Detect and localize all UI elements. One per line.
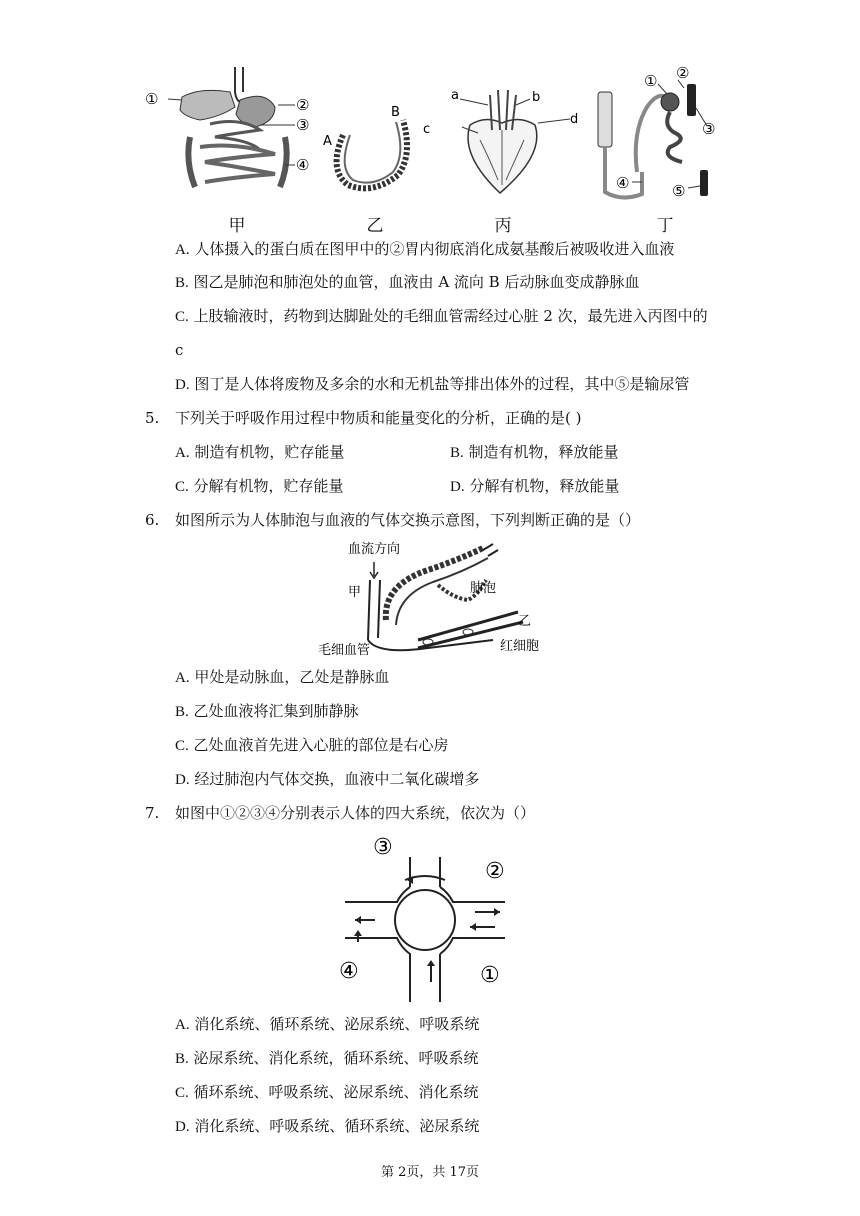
- q4-option-c-continuation: c: [175, 341, 184, 359]
- body-systems-diagram: [335, 832, 515, 1007]
- label-alveolus: 肺泡: [470, 581, 497, 596]
- q5-stem: 下列关于呼吸作用过程中物质和能量变化的分析，正确的是( ): [175, 409, 582, 427]
- q5-number: 5.: [145, 409, 160, 427]
- ding-mark-2: ②: [676, 64, 690, 82]
- q5-option-a[interactable]: A. 制造有机物，贮存能量: [175, 443, 345, 461]
- yi-mark-b: B: [391, 105, 400, 120]
- bing-mark-d: d: [570, 112, 579, 127]
- bing-mark-c: c: [423, 122, 431, 137]
- nephron-figure: [592, 62, 727, 202]
- q7-option-b[interactable]: B. 泌尿系统、消化系统，循环系统、呼吸系统: [175, 1049, 479, 1067]
- system-mark-2: ②: [485, 859, 505, 884]
- q4-option-d[interactable]: D. 图丁是人体将废物及多余的水和无机盐等排出体外的过程，其中⑤是输尿管: [175, 375, 690, 393]
- ding-mark-3: ③: [702, 120, 716, 138]
- q6-option-d[interactable]: D. 经过肺泡内气体交换，血液中二氧化碳增多: [175, 770, 480, 788]
- jia-mark-3: ③: [296, 116, 310, 134]
- label-flow-direction: 血流方向: [348, 542, 401, 557]
- ding-mark-4: ④: [616, 174, 630, 192]
- ding-mark-1: ①: [644, 72, 658, 90]
- q5-option-b[interactable]: B. 制造有机物，释放能量: [450, 443, 619, 461]
- jia-mark-1: ①: [145, 90, 159, 108]
- q6-option-a[interactable]: A. 甲处是动脉血，乙处是静脉血: [175, 668, 390, 686]
- page-footer: 第 2页，共 17页: [380, 1165, 480, 1180]
- q7-option-c[interactable]: C. 循环系统、呼吸系统、泌尿系统、消化系统: [175, 1083, 479, 1101]
- q5-option-d[interactable]: D. 分解有机物，释放能量: [450, 477, 620, 495]
- yi-mark-a: A: [323, 134, 332, 149]
- figure-label-bing: 丙: [494, 216, 512, 236]
- jia-mark-2: ②: [296, 96, 310, 114]
- q5-option-c[interactable]: C. 分解有机物，贮存能量: [175, 477, 344, 495]
- system-mark-3: ③: [373, 835, 393, 860]
- q6-stem: 如图所示为人体肺泡与血液的气体交换示意图，下列判断正确的是（）: [175, 511, 641, 529]
- q7-option-d[interactable]: D. 消化系统、呼吸系统、循环系统、泌尿系统: [175, 1117, 480, 1135]
- q6-option-b[interactable]: B. 乙处血液将汇集到肺静脉: [175, 702, 359, 720]
- label-yi: 乙: [518, 614, 532, 629]
- system-mark-4: ④: [339, 959, 359, 984]
- q7-number: 7.: [145, 804, 160, 822]
- figure-label-yi: 乙: [366, 216, 384, 236]
- q4-option-b[interactable]: B. 图乙是肺泡和肺泡处的血管，血液由 A 流向 B 后动脉血变成静脉血: [175, 273, 640, 291]
- ding-mark-5: ⑤: [672, 182, 686, 200]
- q6-option-c[interactable]: C. 乙处血液首先进入心脏的部位是右心房: [175, 736, 449, 754]
- q6-number: 6.: [145, 511, 160, 529]
- bing-mark-a: a: [451, 88, 459, 103]
- q4-option-a[interactable]: A. 人体摄入的蛋白质在图甲中的②胃内彻底消化成氨基酸后被吸收进入血液: [175, 240, 675, 258]
- label-jia: 甲: [348, 585, 362, 600]
- jia-mark-4: ④: [296, 156, 310, 174]
- alveolus-vessel-figure: [318, 100, 418, 200]
- q7-stem: 如图中①②③④分别表示人体的四大系统，依次为（）: [175, 804, 536, 822]
- system-mark-1: ①: [480, 963, 500, 988]
- alveolus-gas-exchange-figure: [318, 540, 548, 660]
- q7-option-a[interactable]: A. 消化系统、循环系统、泌尿系统、呼吸系统: [175, 1015, 480, 1033]
- label-red-blood-cell: 红细胞: [500, 639, 540, 654]
- digestive-system-figure: [140, 62, 320, 202]
- q4-option-c[interactable]: C. 上肢输液时，药物到达脚趾处的毛细血管需经过心脏 2 次，最先进入丙图中的: [175, 307, 708, 325]
- figure-label-jia: 甲: [228, 216, 246, 236]
- bing-mark-b: b: [532, 90, 541, 105]
- label-capillary: 毛细血管: [318, 643, 371, 658]
- heart-figure: [420, 85, 585, 200]
- figure-label-ding: 丁: [656, 216, 674, 236]
